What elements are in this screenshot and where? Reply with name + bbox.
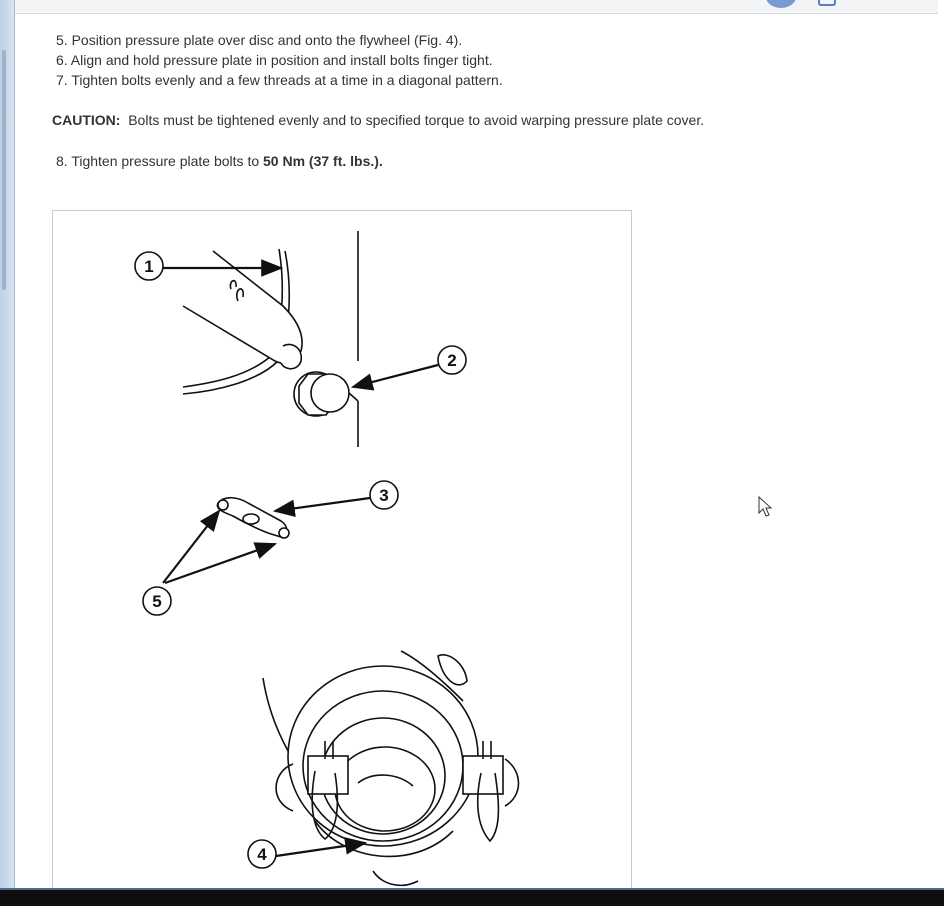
callout-3 [275, 481, 398, 511]
callout-4 [248, 840, 365, 868]
caution-label: CAUTION: [52, 112, 121, 128]
right-window-edge [938, 0, 944, 888]
step-5-text: 5. Position pressure plate over disc and onto the flywheel (Fig. 4). [56, 32, 463, 48]
callout-2 [353, 346, 466, 387]
callout-2-label: 2 [447, 351, 457, 370]
caution-note [52, 110, 704, 130]
step-8-text [56, 151, 383, 171]
callout-3-label: 3 [379, 486, 389, 505]
toolbar-icon[interactable] [818, 0, 836, 6]
release-bearing-drawing [263, 651, 519, 885]
illustration-figure [52, 210, 632, 902]
callout-5-label: 5 [152, 592, 162, 611]
step-6-text: 6. Align and hold pressure plate in position and install bolts finger tight. [56, 52, 493, 68]
illustration-drawing [53, 211, 631, 901]
taskbar [0, 888, 944, 906]
user-avatar-icon[interactable] [766, 0, 796, 8]
top-toolbar-strip [0, 0, 944, 14]
left-window-frame [0, 0, 15, 904]
scrollbar-thumb[interactable] [2, 50, 6, 290]
callout-1-label: 1 [144, 257, 154, 276]
finger-bolt-drawing [183, 231, 358, 447]
step-7-text: 7. Tighten bolts evenly and a few threads at a time in a diagonal pattern. [56, 72, 503, 88]
mouse-pointer-icon [758, 496, 774, 518]
callout-4-label: 4 [257, 845, 267, 864]
step-8-prefix: 8. Tighten pressure plate bolts to [56, 153, 264, 169]
retainer-clip-drawing [217, 498, 289, 538]
step-8-torque: 50 Nm (37 ft. lbs.). [263, 153, 383, 169]
caution-text: Bolts must be tightened evenly and to specified torque to avoid warping pressure plate cover. [128, 112, 705, 128]
